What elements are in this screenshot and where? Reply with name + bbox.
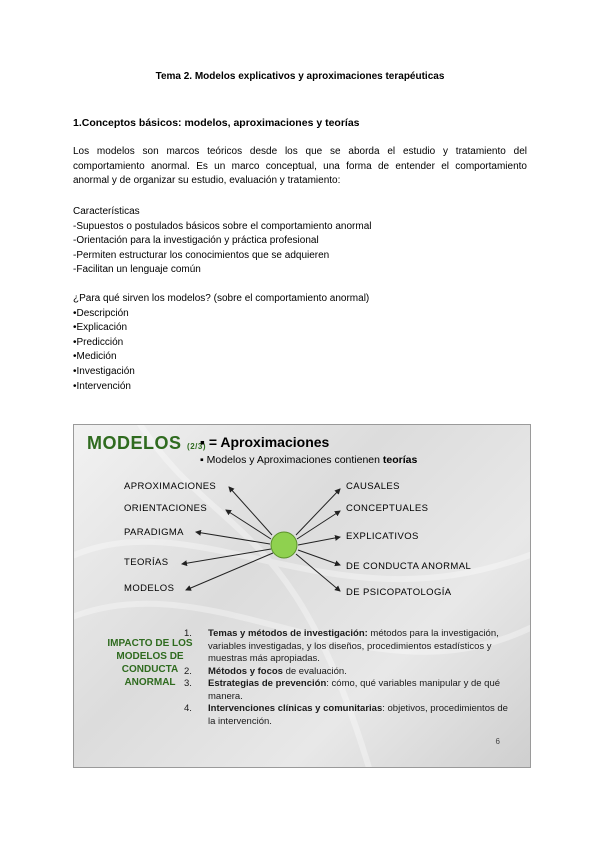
slide-image (73, 424, 531, 768)
impact-item: 4. Intervenciones clínicas y comunitarias: objetivos, procedimientos de la intervención. (184, 703, 508, 727)
model-use-item: •Investigación (73, 365, 135, 377)
arrow-causales (296, 489, 340, 535)
document-title: Tema 2. Modelos explicativos y aproximaciones terapéuticas (155, 71, 445, 82)
slide-bullet-aproximaciones: ▪ = Aproximaciones (200, 434, 330, 450)
slide-title: MODELOS (2/3) (87, 433, 206, 453)
section-heading: 1.Conceptos básicos: modelos, aproximaciones y teorías (73, 117, 360, 129)
arrow-conceptuales (297, 511, 340, 539)
label-causales: CAUSALES (346, 481, 400, 492)
arrow-modelos (186, 553, 273, 590)
model-use-item: •Explicación (73, 322, 128, 334)
characteristic-item: -Facilitan un lenguaje común (73, 264, 201, 276)
model-use-item: •Predicción (73, 336, 124, 348)
model-use-item: •Intervención (73, 380, 131, 392)
impact-list (184, 628, 514, 728)
models-question: ¿Para qué sirven los modelos? (sobre el comportamiento anormal) (73, 293, 370, 304)
center-node (271, 532, 297, 558)
label-orientaciones: ORIENTACIONES (124, 503, 208, 514)
slide-title-sub: (2/3) (187, 442, 206, 451)
intro-paragraph: Los modelos son marcos teóricos desde los que se aborda el estudio y tratamiento del comportamiento anormal. Es un marco conceptual, una forma de entender el comportamiento anormal y de organizar su estudio, evaluación y tratamiento: (73, 146, 527, 187)
impact-label: IMPACTO DE LOS MODELOS DE CONDUCTA ANORMAL (107, 638, 193, 688)
models-uses-block (73, 292, 369, 394)
arrow-conducta-anormal (298, 550, 340, 565)
slide-bullet-teorias: ▪ Modelos y Aproximaciones contienen teorías (200, 454, 418, 466)
label-conducta-anormal: DE CONDUCTA ANORMAL (346, 561, 472, 572)
characteristic-item: -Permiten estructurar los conocimientos que se adquieren (73, 249, 330, 261)
impact-item: 3. Estrategias de prevención: cómo, qué variables manipular y de qué manera. (184, 678, 501, 702)
model-use-item: •Medición (73, 351, 117, 363)
label-explicativos: EXPLICATIVOS (346, 531, 419, 542)
characteristics-block (73, 205, 372, 278)
label-paradigma: PARADIGMA (124, 527, 184, 538)
impact-item: 2. Métodos y focos de evaluación. (184, 665, 347, 677)
impact-item: 1. Temas y métodos de investigación: métodos para la investigación, variables investigadas, y los diseños, procedimientos estadísticos y muestras más apropiadas. (184, 628, 499, 664)
characteristics-heading: Características (73, 206, 140, 217)
arrow-paradigma (196, 532, 270, 544)
characteristic-item: -Supuestos o postulados básicos sobre el comportamiento anormal (73, 220, 372, 232)
label-conceptuales: CONCEPTUALES (346, 503, 429, 514)
characteristic-item: -Orientación para la investigación y práctica profesional (73, 235, 319, 247)
label-teorias: TEORÍAS (124, 557, 169, 568)
label-modelos: MODELOS (124, 583, 175, 594)
arrow-explicativos (298, 537, 340, 545)
label-psicopatologia: DE PSICOPATOLOGÍA (346, 587, 452, 598)
model-use-item: •Descripción (73, 307, 129, 319)
label-aproximaciones: APROXIMACIONES (124, 481, 217, 492)
slide-page-number: 6 (495, 737, 500, 746)
